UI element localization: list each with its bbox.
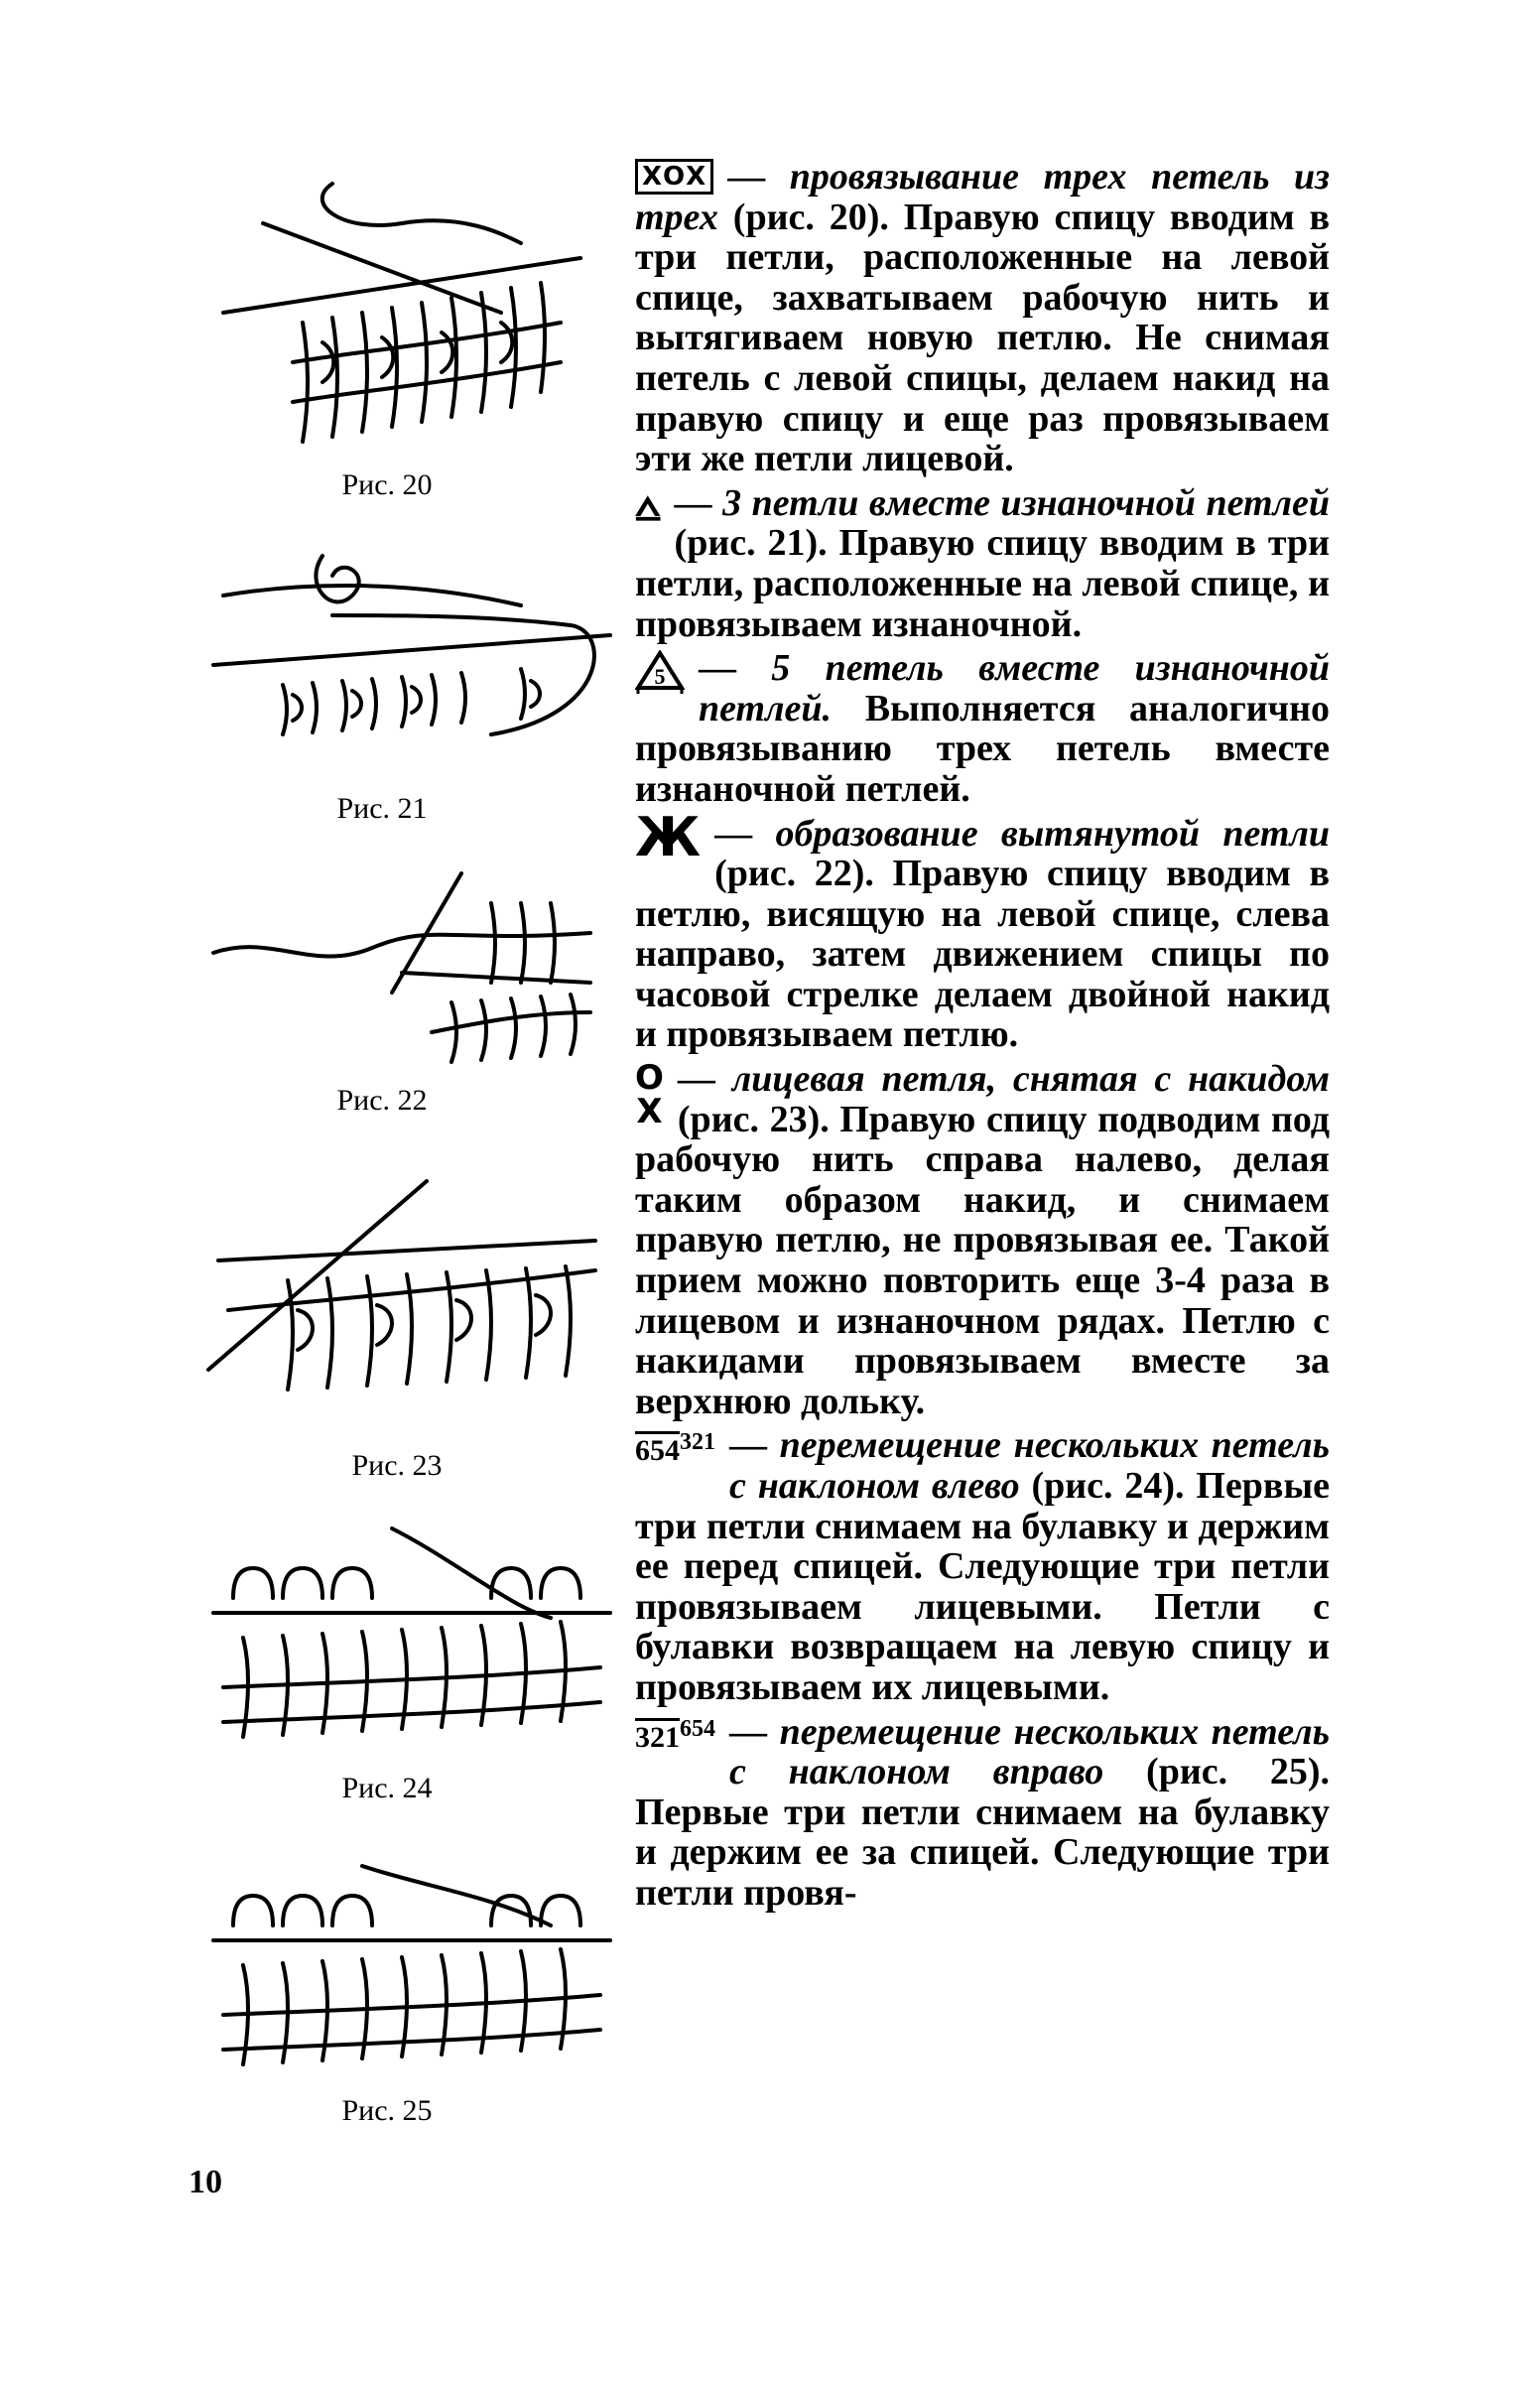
asterisk-symbol: Ж (635, 805, 702, 868)
figure-22-caption: Рис. 22 (336, 1084, 428, 1117)
entry-elongated-loop (635, 805, 1331, 1056)
loop-symbol: Ο (635, 1058, 664, 1099)
figure-24 (193, 1519, 630, 1757)
cable-right-symbol (635, 1714, 715, 1753)
figure-25 (193, 1846, 630, 2094)
triangle-icon (635, 650, 685, 694)
entry-term: образование вытянутой петли (775, 812, 1331, 855)
dash: — (727, 156, 766, 198)
entry-term: 5 петель вместе изнаночной петлей. (699, 647, 1331, 730)
figure-23 (198, 1161, 615, 1419)
entry-three-from-three (635, 157, 1330, 479)
cable-main: 321 (635, 1720, 680, 1754)
knitting-illustration-21 (193, 536, 630, 754)
knitting-illustration-25 (193, 1846, 630, 2094)
entry-term: провязывание трех петель из трех (635, 156, 1330, 238)
cross-symbol: Χ (636, 1092, 663, 1132)
triangle-number: 5 (654, 664, 666, 690)
entry-term: перемещение нескольких петель с наклоном влево (729, 1424, 1330, 1507)
dash: — (674, 481, 712, 524)
figure-21 (193, 536, 630, 754)
entry-five-together-purl (635, 648, 1330, 809)
dash: — (677, 1058, 715, 1101)
entry-body: (рис. 22). Правую спицу вводим в петлю, висящую на левой спице, слева направо, затем движением спицы по часовой стрелке делаем двойной накид и провязываем петлю. (635, 853, 1330, 1056)
figure-22 (193, 863, 610, 1072)
entry-term: перемещение нескольких петель с наклоном вправо (729, 1710, 1330, 1793)
entry-slipped-with-yarnover (635, 1059, 1330, 1421)
entry-body: (рис. 24). Первые три петли снимаем на булавку и держим ее перед спицей. Следующие три петли провязываем лицевыми. Петли с булавки возвращаем на левую спицу и провязываем их лицевыми. (635, 1465, 1330, 1708)
dash: — (729, 1710, 767, 1753)
entry-term: лицевая петля, снятая с накидом (731, 1058, 1330, 1101)
knitting-illustration-23 (198, 1161, 615, 1419)
text-column (635, 157, 1330, 1914)
figure-24-caption: Рис. 24 (341, 1772, 433, 1804)
cable-sup: 654 (680, 1715, 715, 1742)
dash: — (729, 1424, 767, 1467)
knitting-illustration-22 (193, 863, 610, 1072)
page-number: 10 (189, 2164, 222, 2200)
figure-23-caption: Рис. 23 (351, 1449, 443, 1482)
entry-body: Выполняется аналогично провязыванию трех петель вместе изнаночной петлей. (635, 687, 1330, 810)
entry-body: (рис. 20). Правую спицу вводим в три петли, расположенные на левой спице, захватываем рабочую нить и вытягиваем новую петлю. Не снимая петель с левой спицы, делаем накид на правую спицу и еще раз провязываем эти же петли лицевой. (635, 196, 1330, 480)
cable-left-symbol (635, 1427, 715, 1466)
entry-cable-left (635, 1425, 1330, 1707)
triangle-five-symbol (635, 650, 685, 701)
entry-body: (рис. 23). Правую спицу подводим под рабочую нить справа налево, делая таким образом накид, и снимаем правую петлю, не провязывая ее. Такой прием можно повторить еще 3-4 раза в лицевом и изнаночном рядах. Петлю с накидами провязываем вместе за верхнюю дольку. (635, 1098, 1330, 1422)
cable-main: 654 (635, 1434, 680, 1468)
cable-sup: 321 (680, 1429, 715, 1456)
triangle-symbol: ⩟ (635, 480, 661, 530)
entry-cable-right (635, 1712, 1330, 1914)
knitting-illustration-20 (203, 164, 600, 471)
figure-20 (203, 164, 600, 471)
figure-21-caption: Рис. 21 (336, 792, 428, 825)
figure-25-caption: Рис. 25 (341, 2094, 433, 2127)
cross-loop-cross-symbol: ХОХ (635, 159, 713, 195)
dash: — (699, 647, 736, 690)
entry-term: 3 петли вместе изнаночной петлей (722, 481, 1331, 524)
figure-20-caption: Рис. 20 (341, 468, 433, 501)
entry-body: (рис. 21). Правую спицу вводим в три петли, расположенные на левой спице, и провязываем изнаночной. (635, 522, 1330, 645)
knitting-illustration-24 (193, 1519, 630, 1757)
loop-over-cross-symbol (635, 1058, 664, 1132)
entry-body: (рис. 25). Первые три петли снимаем на булавку и держим ее за спицей. Следующие три петли провя- (635, 1751, 1331, 1914)
dash: — (714, 812, 753, 855)
entry-three-together-purl (635, 480, 1331, 645)
